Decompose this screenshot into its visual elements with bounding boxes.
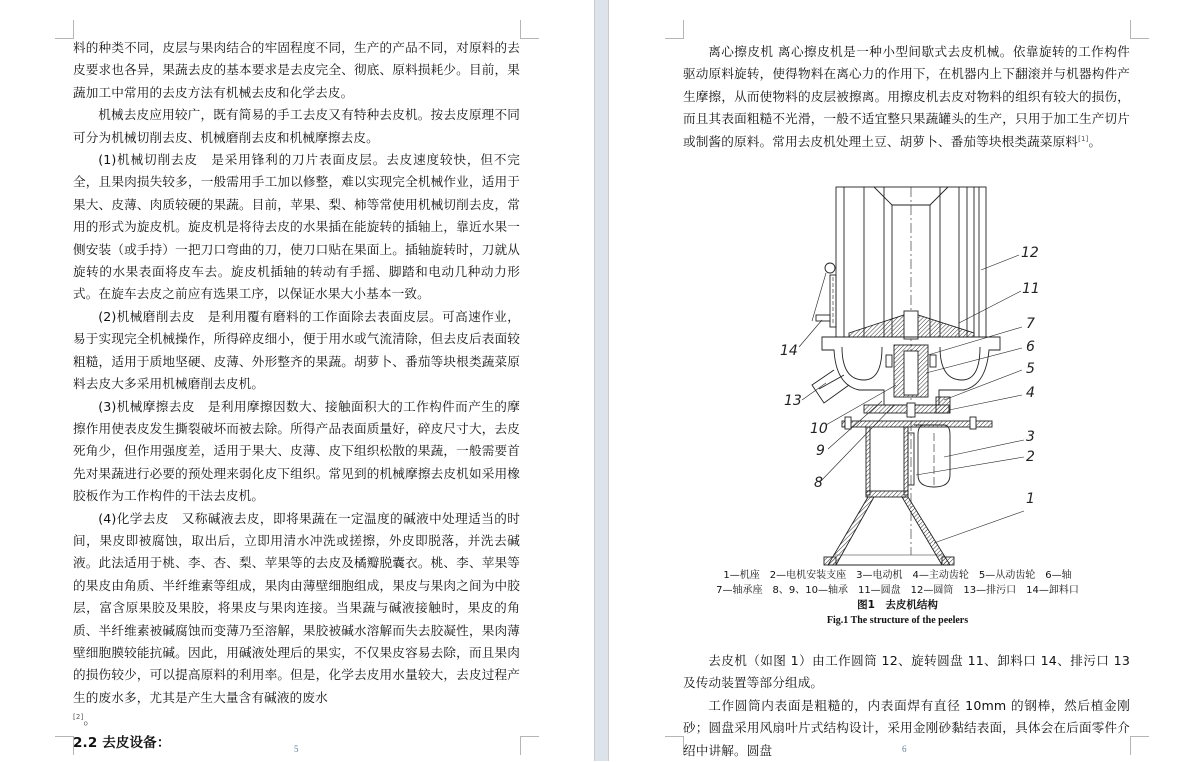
paragraph: 料的种类不同，皮层与果肉结合的牢固程度不同，生产的产品不同，对原料的去皮要求也各异，果蔬去皮的基本要求是去皮完全、彻底、原料损耗少。目前，果蔬加工中常用的去皮方法有机械去皮和化学去皮。 [73,40,520,100]
margin-corner-top-left [55,20,74,39]
figure-legend [665,568,1130,628]
paragraph-peeler-components: 去皮机（如图 1）由工作圆筒 12、旋转圆盘 11、卸料口 14、排污口 13 及传动装置等部分组成。 [683,653,1130,691]
part-label-2: 2 [1026,449,1035,465]
document-page-6 [609,0,1185,761]
margin-corner-top-right [1130,20,1149,39]
margin-corner-top-left [665,20,684,39]
paragraph-mechanical-friction: (3)机械摩擦去皮 是利用摩擦因数大、接触面积大的工作构件而产生的摩擦作用使表皮发生撕裂破坏而被去除。所得产品表面质量好，碎皮尺寸大，去皮死角少，但作用强度差，适用于果大、皮薄、皮下组织松散的果蔬，一般需要首先对果蔬进行必要的预处理来弱化皮下组织。常见到的机械摩擦去皮机如采用橡胶板作为工作构件的干法去皮机。 [73,398,520,504]
figure-caption-cn: 图1 去皮机结构 [857,599,938,611]
page-number: 5 [294,744,299,754]
legend-line-2: 7—轴承座 8、9、10—轴承 11—圆盘 12—圆筒 13—排污口 14—卸料口 [716,585,1079,596]
margin-corner-bottom-left [665,736,684,755]
citation-link[interactable]: [2] [73,713,84,721]
paragraph-chemical-peeling [73,508,520,732]
page-5-body [73,37,520,754]
part-label-10: 10 [810,421,828,437]
page-gap [594,0,609,761]
part-label-11: 11 [1022,281,1040,297]
margin-corner-bottom-right [520,736,539,755]
section-heading: 2.2 去皮设备： [73,734,171,751]
figure-caption-en: Fig.1 The structure of the peelers [826,615,969,626]
part-label-14: 14 [780,343,798,359]
page-6-intro [683,41,1130,153]
part-label-5: 5 [1026,361,1035,377]
part-label-3: 3 [1026,429,1035,445]
margin-corner-top-right [520,20,539,39]
paragraph-mechanical-cutting: (1)机械切削去皮 是采用锋利的刀片表面皮层。去皮速度较快，但不完全，且果肉损失较多，一般需用手工加以修整，难以实现完全机械作业，适用于果大、皮薄、肉质较硬的果蔬。目前，苹果、梨、柿等常使用机械切削去皮，常用的形式为旋皮机。旋皮机是将待去皮的水果插在能旋转的插轴上，靠近水果一侧安装（或手持）一把刀口弯曲的刀，使刀口贴在果面上。插轴旋转时，刀就从旋转的水果表面将皮车去。旋皮机插轴的转动有手摇、脚踏和电动几种动力形式。在旋车去皮之前应有选果工序，以保证水果大小基本一致。 [73,152,520,302]
punctuation: 。 [1088,133,1102,149]
part-label-13: 13 [784,393,802,409]
part-label-12: 12 [1021,245,1039,261]
citation-link[interactable]: [1] [1078,134,1089,143]
part-label-7: 7 [1026,316,1035,332]
paragraph: 机械去皮应用较广，既有简易的手工去皮又有特种去皮机。按去皮原理不同可分为机械切削去皮、机械磨削去皮和机械摩擦去皮。 [73,107,520,145]
paragraph-text: (4)化学去皮 又称碱液去皮，即将果蔬在一定温度的碱液中处理适当的时间，果皮即被腐蚀，取出后，立即用清水冲洗或搓擦，外皮即脱落，并洗去碱液。此法适用于桃、李、杏、梨、苹果等的去皮及橘瓣脱囊衣。桃、李、苹果等的果皮由角质、半纤维素等组成，果肉由薄壁细胞组成，果皮与果肉之间为中胶层，富含原果胶及果胶，将果皮与果肉连接。当果蔬与碱液接触时，果皮的角质、半纤维素被碱腐蚀而变薄乃至溶解，果胶被碱水溶解而失去胶凝性，果肉薄壁细胞膜较能抗碱。因此，用碱液处理后的果实，不仅果皮容易去除，而且果肉的损伤较少，可以提高原料的利用率。但是，化学去皮用水量较大，去皮过程产生的废水多，尤其是产生大量含有碱液的废水 [73,510,520,705]
part-label-6: 6 [1026,339,1035,355]
legend-line-1: 1—机座 2—电机安装支座 3—电动机 4—主动齿轮 5—从动齿轮 6—轴 [723,570,1072,581]
part-label-1: 1 [1026,491,1035,507]
paragraph-text: 离心擦皮机 离心擦皮机是一种小型间歇式去皮机械。依靠旋转的工作构件驱动原料旋转，使得物料在离心力的作用下，在机器内上下翻滚并与机器构件产生摩擦，从而使物料的皮层被擦离。用擦皮机去皮对物料的组织有较大的损伤，而且其表面粗糙不光滑，一般不适宜整只果蔬罐头的生产，只用于加工生产切片或制酱的原料。常用去皮机处理土豆、胡萝卜、番茄等块根类蔬菜原料 [683,44,1130,149]
margin-corner-bottom-left [55,736,74,755]
part-label-4: 4 [1026,385,1035,401]
paragraph-cylinder-surface: 工作圆筒内表面是粗糙的，内表面焊有直径 10mm 的钢棒，然后植金刚砂；圆盘采用风扇叶片式结构设计，采用金刚砂黏结表面，具体会在后面零件介绍中讲解。圆盘 [683,697,1130,758]
part-label-9: 9 [816,443,825,459]
punctuation: 。 [83,712,97,728]
margin-corner-bottom-right [1130,736,1149,755]
page-number: 6 [902,744,907,754]
paragraph-mechanical-grinding: (2)机械磨削去皮 是利用覆有磨料的工作面除去表面皮层。可高速作业，易于实现完全机械操作，所得碎皮细小，便于用水或气流清除，但去皮后表面较粗糙，适用于质地坚硬、皮薄、外形整齐的果蔬。胡萝卜、番茄等块根类蔬菜原料去皮大多采用机械磨削去皮机。 [73,308,520,392]
paragraph-centrifugal-peeler [683,41,1130,153]
part-label-8: 8 [814,475,823,491]
peeler-structure-diagram [764,175,1064,570]
